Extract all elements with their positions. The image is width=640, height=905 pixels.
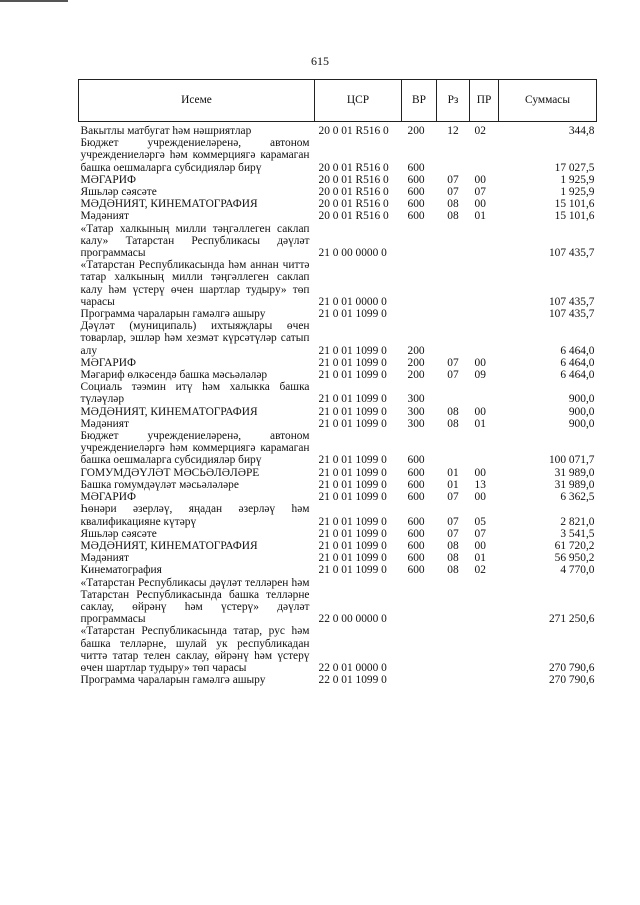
row-sum: 6 464,0 (560, 369, 595, 382)
header-pr: ПР (470, 80, 499, 122)
row-csr-code: 21 0 01 1099 0 (318, 539, 387, 552)
row-pr-code (470, 381, 499, 405)
table-row (79, 259, 597, 308)
row-csr-code: 20 0 01 R516 0 (318, 198, 389, 211)
row-csr-code: 21 0 01 1099 0 (318, 491, 387, 504)
row-csr-code: 21 0 01 1099 0 (318, 527, 387, 540)
row-name: МӘГАРИФ (80, 173, 136, 186)
row-pr-code: 00 (474, 491, 486, 504)
row-rz-code (437, 223, 470, 260)
row-vr-code: 600 (407, 515, 425, 528)
row-rz-code (437, 137, 470, 174)
row-vr-code: 600 (407, 539, 425, 552)
row-sum: 900,0 (568, 417, 595, 430)
row-csr-code: 20 0 01 R516 0 (318, 173, 389, 186)
row-sum: 270 790,6 (548, 661, 595, 674)
row-rz-code (437, 674, 470, 686)
table-row (79, 503, 597, 527)
table-row (79, 467, 597, 479)
row-rz-code: 01 (447, 478, 459, 491)
row-vr-code: 600 (407, 161, 425, 174)
row-vr-code: 600 (407, 454, 425, 467)
row-vr-code: 600 (407, 173, 425, 186)
row-pr-code: 02 (474, 564, 486, 577)
row-pr-code (470, 259, 499, 308)
row-rz-code: 08 (447, 539, 459, 552)
row-rz-code (437, 381, 470, 405)
row-rz-code: 07 (447, 527, 459, 540)
table-row (79, 198, 597, 210)
row-vr-code (402, 308, 437, 320)
row-sum: 1 925,9 (560, 173, 595, 186)
row-name: Башка гомумдәүләт мәсьәләләре (80, 478, 239, 491)
row-sum: 56 950,2 (554, 552, 595, 565)
row-csr-code: 21 0 01 1099 0 (318, 564, 387, 577)
row-vr-code: 600 (407, 478, 425, 491)
table-row (79, 137, 597, 174)
table-row (79, 479, 597, 491)
row-pr-code: 00 (474, 405, 486, 418)
row-vr-code: 600 (407, 552, 425, 565)
row-csr-code: 21 0 01 1099 0 (318, 478, 387, 491)
table-row (79, 308, 597, 320)
row-name: Мәгариф өлкәсендә башка мәсьәләләр (80, 369, 268, 382)
row-csr-code: 21 0 01 1099 0 (318, 454, 387, 467)
table-row (79, 381, 597, 405)
row-csr-code: 22 0 01 0000 0 (318, 661, 387, 674)
row-csr-code: 21 0 01 1099 0 (318, 369, 387, 382)
row-sum: 15 101,6 (554, 198, 595, 211)
row-csr-code: 21 0 01 1099 0 (318, 356, 387, 369)
row-name: Дәүләт (муниципаль) ихтыяҗлары өчен товарлар, эшләр һәм хезмәт күрсәтүләр сатып алу (80, 320, 310, 357)
header-csr: ЦСР (315, 80, 402, 122)
row-sum: 4 770,0 (560, 564, 595, 577)
row-pr-code: 02 (474, 125, 486, 137)
row-vr-code: 600 (407, 186, 425, 199)
page-number: 615 (311, 54, 329, 68)
row-vr-code: 600 (407, 210, 425, 223)
row-sum: 31 989,0 (554, 466, 595, 479)
table-row (79, 174, 597, 186)
row-vr-code (402, 223, 437, 260)
row-name: Бюджет учреждениеләренә, автоном учреждениеләргә һәм коммерциягә карамаган башка оешмаларга субсидияләр бирү (80, 137, 310, 174)
row-pr-code (470, 137, 499, 174)
budget-table (78, 79, 597, 686)
row-rz-code: 07 (447, 173, 459, 186)
row-vr-code (402, 577, 437, 626)
row-pr-code: 00 (474, 356, 486, 369)
row-vr-code: 300 (407, 393, 425, 406)
row-rz-code (437, 259, 470, 308)
table-header-row (79, 80, 597, 122)
row-sum: 107 435,7 (548, 247, 595, 260)
row-name: Мәдәният (80, 417, 129, 430)
row-sum: 344,8 (568, 125, 595, 137)
row-sum: 900,0 (568, 393, 595, 406)
row-pr-code (470, 625, 499, 674)
row-csr-code: 22 0 00 0000 0 (318, 613, 387, 626)
row-csr-code: 21 0 01 0000 0 (318, 295, 387, 308)
table-row (79, 564, 597, 576)
row-csr-code: 20 0 01 R516 0 (318, 125, 389, 137)
row-rz-code: 08 (447, 417, 459, 430)
table-row (79, 186, 597, 198)
row-vr-code: 200 (407, 344, 425, 357)
row-rz-code: 08 (447, 552, 459, 565)
row-name: МӘГАРИФ (80, 356, 136, 369)
row-csr-code: 21 0 00 0000 0 (318, 247, 387, 260)
table-row (79, 369, 597, 381)
row-rz-code (437, 320, 470, 357)
row-sum: 1 925,9 (560, 186, 595, 199)
row-csr-code: 20 0 01 R516 0 (318, 161, 389, 174)
row-name: «Татарстан Республикасында татар, рус һәм башка телләрне, шулай ук республикадан читтә татар телен саклау, өйрәнү һәм үстерү өчен шартлар тудыру» төп чарасы (80, 625, 310, 674)
row-rz-code (437, 308, 470, 320)
row-sum: 107 435,7 (548, 308, 595, 321)
table-body (79, 122, 597, 687)
row-csr-code: 21 0 01 1099 0 (318, 515, 387, 528)
row-name: Бюджет учреждениеләренә, автоном учреждениеләргә һәм коммерциягә карамаган башка оешмаларга субсидияләр бирү (80, 430, 310, 467)
row-name: «Татарстан Республикасы дәүләт телләрен һәм Татарстан Республикасында башка телләрне саклау, өйрәнү һәм үстерү» дәүләт программасы (80, 576, 310, 626)
row-sum: 6 464,0 (560, 356, 595, 369)
row-name: Мәдәният (80, 210, 129, 223)
row-pr-code (470, 430, 499, 467)
header-name: Исеме (79, 80, 315, 122)
row-csr-code: 21 0 01 1099 0 (318, 552, 387, 565)
row-csr-code: 21 0 01 1099 0 (318, 417, 387, 430)
row-rz-code: 12 (447, 125, 459, 137)
row-rz-code: 08 (447, 564, 459, 577)
row-vr-code (402, 625, 437, 674)
row-sum: 17 027,5 (554, 161, 595, 174)
row-pr-code (470, 674, 499, 686)
row-name: Мәдәният (80, 552, 129, 565)
row-rz-code (437, 430, 470, 467)
row-sum: 107 435,7 (548, 295, 595, 308)
row-pr-code: 00 (474, 198, 486, 211)
row-vr-code: 600 (407, 491, 425, 504)
row-name: Яшьләр сәясәте (80, 527, 157, 540)
row-sum: 2 821,0 (560, 515, 595, 528)
row-sum: 6 362,5 (560, 491, 595, 504)
row-pr-code (470, 223, 499, 260)
row-pr-code: 09 (474, 369, 486, 382)
row-pr-code (470, 320, 499, 357)
row-sum: 900,0 (568, 405, 595, 418)
table-row (79, 430, 597, 467)
row-pr-code: 00 (474, 539, 486, 552)
scan-edge-mark (0, 0, 68, 2)
row-sum: 3 541,5 (560, 527, 595, 540)
row-pr-code: 01 (474, 210, 486, 223)
row-pr-code: 00 (474, 173, 486, 186)
row-sum: 271 250,6 (548, 613, 595, 626)
table-row (79, 418, 597, 430)
row-sum: 100 071,7 (548, 454, 595, 467)
row-pr-code: 01 (474, 417, 486, 430)
row-name: МӘДӘНИЯТ, КИНЕМАТОГРАФИЯ (80, 539, 258, 552)
row-rz-code (437, 625, 470, 674)
row-csr-code: 21 0 01 1099 0 (318, 405, 387, 418)
row-sum: 6 464,0 (560, 344, 595, 357)
row-vr-code: 200 (407, 356, 425, 369)
table-row (79, 223, 597, 260)
row-vr-code: 300 (407, 405, 425, 418)
row-csr-code: 21 0 01 1099 0 (318, 466, 387, 479)
row-name: «Татарстан Республикасында һәм аннан читтә татар халкының милли тәңгәллеген саклап калу һәм үстерү өчен шартлар тудыру» төп чарасы (80, 259, 310, 308)
row-sum: 270 790,6 (548, 674, 595, 687)
row-csr-code: 21 0 01 1099 0 (318, 393, 387, 406)
table-row (79, 320, 597, 357)
table-row (79, 491, 597, 503)
row-name: Программа чараларын гамәлгә ашыру (80, 674, 266, 687)
row-rz-code: 01 (447, 466, 459, 479)
row-rz-code: 07 (447, 186, 459, 199)
row-csr-code: 22 0 01 1099 0 (318, 674, 387, 687)
row-sum: 31 989,0 (554, 478, 595, 491)
row-vr-code (402, 674, 437, 686)
row-rz-code: 07 (447, 515, 459, 528)
row-pr-code: 13 (474, 478, 486, 491)
row-name: Программа чараларын гамәлгә ашыру (80, 308, 266, 321)
row-pr-code: 00 (474, 466, 486, 479)
row-vr-code: 300 (407, 417, 425, 430)
table-row (79, 122, 597, 138)
row-csr-code: 21 0 01 1099 0 (318, 344, 387, 357)
header-sum: Суммасы (499, 80, 597, 122)
table-row (79, 552, 597, 564)
row-rz-code: 08 (447, 198, 459, 211)
row-pr-code: 05 (474, 515, 486, 528)
row-name: МӘДӘНИЯТ, КИНЕМАТОГРАФИЯ (80, 405, 258, 418)
row-name: «Татар халкының милли тәңгәллеген саклап калу» Татарстан Республикасы дәүләт программасы (80, 222, 310, 260)
row-csr-code: 20 0 01 R516 0 (318, 186, 389, 199)
row-pr-code: 01 (474, 552, 486, 565)
table-row (79, 357, 597, 369)
row-name: Кинематография (80, 564, 162, 577)
row-csr-code: 21 0 01 1099 0 (318, 308, 387, 321)
row-vr-code: 600 (407, 466, 425, 479)
table-row (79, 406, 597, 418)
table-row (79, 540, 597, 552)
row-name: Вакытлы матбугат һәм нәшриятлар (80, 125, 252, 137)
row-name: Һөнәри әзерләү, яңадан әзерләү һәм квалификацияне күтәрү (80, 503, 310, 528)
row-name: Яшьләр сәясәте (80, 186, 157, 199)
table-row (79, 577, 597, 626)
row-rz-code: 07 (447, 491, 459, 504)
row-sum: 61 720,2 (554, 539, 595, 552)
row-pr-code: 07 (474, 527, 486, 540)
row-name: ГОМУМДӘҮЛӘТ МӘСЬӘЛӘЛӘРЕ (80, 466, 260, 479)
row-vr-code: 600 (407, 527, 425, 540)
row-vr-code (402, 259, 437, 308)
row-pr-code (470, 308, 499, 320)
row-rz-code: 08 (447, 405, 459, 418)
row-vr-code: 600 (407, 198, 425, 211)
row-vr-code: 200 (407, 369, 425, 382)
header-rz: Рз (437, 80, 470, 122)
row-csr-code: 20 0 01 R516 0 (318, 210, 389, 223)
row-rz-code: 08 (447, 210, 459, 223)
row-sum: 15 101,6 (554, 210, 595, 223)
row-vr-code: 600 (407, 564, 425, 577)
table-row (79, 674, 597, 686)
header-vr: ВР (402, 80, 437, 122)
row-pr-code: 07 (474, 186, 486, 199)
row-rz-code: 07 (447, 369, 459, 382)
row-rz-code: 07 (447, 356, 459, 369)
row-rz-code (437, 577, 470, 626)
table-row (79, 625, 597, 674)
table-row (79, 210, 597, 222)
row-name: Социаль тәэмин итү һәм халыкка башка түләүләр (80, 381, 310, 406)
row-name: МӘГАРИФ (80, 491, 136, 504)
row-vr-code: 200 (407, 125, 425, 137)
row-name: МӘДӘНИЯТ, КИНЕМАТОГРАФИЯ (80, 198, 258, 211)
table-row (79, 528, 597, 540)
row-pr-code (470, 577, 499, 626)
